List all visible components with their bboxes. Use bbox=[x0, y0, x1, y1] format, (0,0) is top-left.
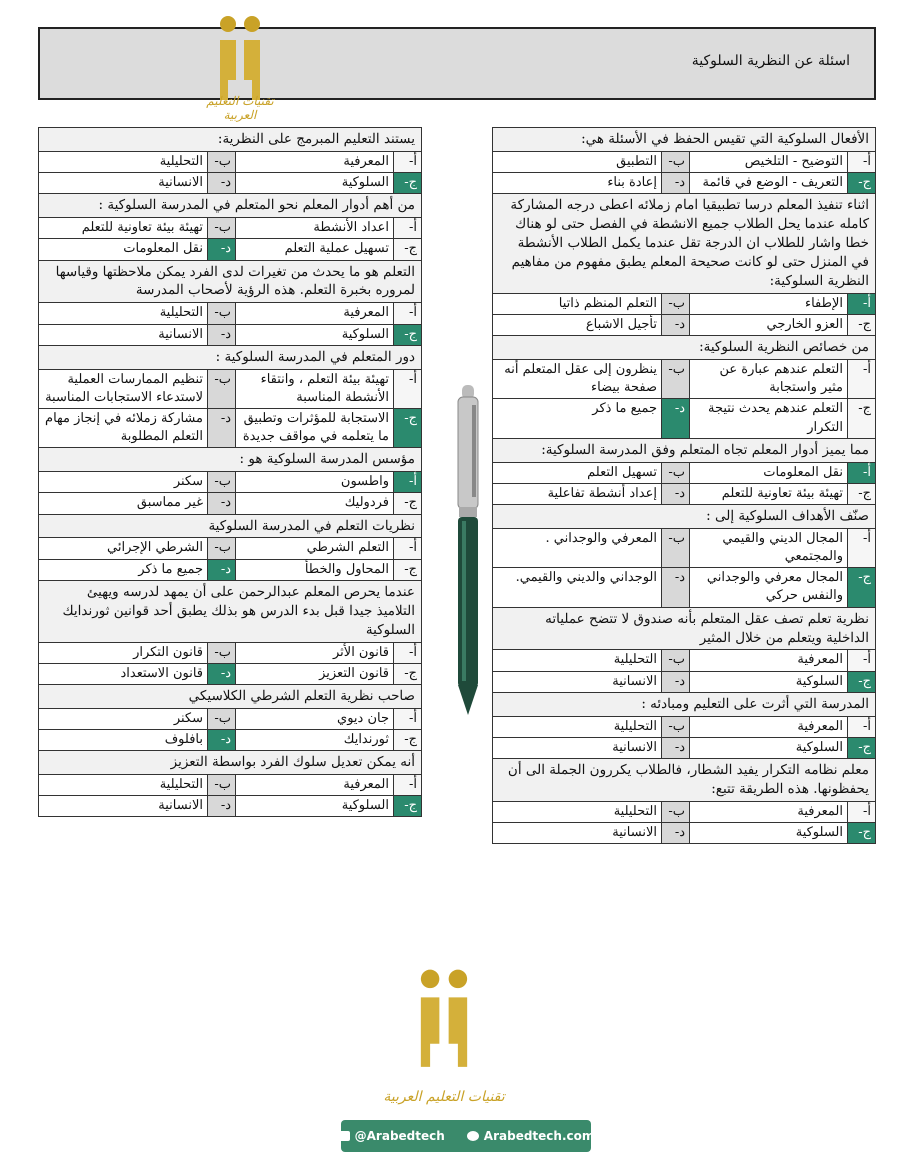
option-letter: ب- bbox=[208, 708, 236, 729]
option-letter: د- bbox=[662, 823, 690, 844]
option-text: المعرفية bbox=[236, 775, 394, 796]
website-link[interactable] bbox=[467, 1129, 595, 1143]
option-letter: د- bbox=[208, 239, 236, 260]
option-text: المعرفية bbox=[236, 303, 394, 324]
option-letter: ب- bbox=[208, 642, 236, 663]
brand-logo bbox=[195, 12, 285, 122]
answer-row bbox=[493, 737, 876, 758]
option-letter: ج- bbox=[848, 823, 876, 844]
option-letter: ب- bbox=[662, 716, 690, 737]
option-letter: أ- bbox=[394, 218, 422, 239]
header-box bbox=[38, 27, 876, 100]
option-text: التحليلية bbox=[39, 303, 208, 324]
option-letter: د- bbox=[662, 671, 690, 692]
option-letter: أ- bbox=[848, 359, 876, 398]
option-letter: أ- bbox=[394, 538, 422, 559]
option-text: إعادة بناء bbox=[493, 173, 662, 194]
option-letter: د- bbox=[208, 493, 236, 514]
option-letter: ج- bbox=[848, 314, 876, 335]
website-url: Arabedtech.com bbox=[483, 1129, 595, 1143]
question-text: أنه يمكن تعديل سلوك الفرد بواسطة التعزيز bbox=[39, 751, 422, 775]
option-text: الاستجابة للمؤثرات وتطبيق ما يتعلمه في مواقف جديدة bbox=[236, 408, 394, 447]
logo-text: تقنيات التعليم العربية bbox=[206, 94, 274, 122]
option-text: ينظرون إلى عقل المتعلم أنه صفحة بيضاء bbox=[493, 359, 662, 398]
option-letter: ج- bbox=[394, 493, 422, 514]
option-text: سكنر bbox=[39, 472, 208, 493]
twitter-icon bbox=[338, 1131, 350, 1141]
option-letter: ج- bbox=[848, 173, 876, 194]
answer-row bbox=[39, 472, 422, 493]
question-row bbox=[493, 607, 876, 650]
option-letter: د- bbox=[662, 314, 690, 335]
question-text: من خصائص النظرية السلوكية: bbox=[493, 336, 876, 360]
option-letter: ج- bbox=[394, 239, 422, 260]
option-letter: ب- bbox=[662, 528, 690, 567]
option-text: المحاول والخطأ bbox=[236, 559, 394, 580]
answer-row bbox=[493, 462, 876, 483]
option-letter: أ- bbox=[848, 528, 876, 567]
answer-row bbox=[39, 729, 422, 750]
option-letter: ب- bbox=[662, 650, 690, 671]
option-text: السلوكية bbox=[690, 823, 848, 844]
question-row bbox=[39, 684, 422, 708]
question-row bbox=[39, 751, 422, 775]
option-letter: ب- bbox=[662, 462, 690, 483]
answer-row bbox=[39, 151, 422, 172]
option-text: التحليلية bbox=[493, 716, 662, 737]
answer-row bbox=[493, 314, 876, 335]
option-text: سكنر bbox=[39, 708, 208, 729]
question-row bbox=[493, 438, 876, 462]
question-text: يستند التعليم المبرمج على النظرية: bbox=[39, 128, 422, 152]
option-text: غير مماسبق bbox=[39, 493, 208, 514]
option-text: نقل المعلومات bbox=[39, 239, 208, 260]
option-letter: أ- bbox=[394, 303, 422, 324]
option-letter: أ- bbox=[848, 716, 876, 737]
question-text: من أهم أدوار المعلم نحو المتعلم في المدرسة السلوكية : bbox=[39, 194, 422, 218]
option-letter: أ- bbox=[394, 708, 422, 729]
option-letter: د- bbox=[662, 568, 690, 607]
option-letter: ج- bbox=[848, 737, 876, 758]
answer-row bbox=[39, 324, 422, 345]
question-text: صاحب نظرية التعلم الشرطي الكلاسيكي bbox=[39, 684, 422, 708]
option-text: قانون التكرار bbox=[39, 642, 208, 663]
option-letter: ب- bbox=[208, 151, 236, 172]
option-letter: ب- bbox=[662, 151, 690, 172]
answer-row bbox=[493, 293, 876, 314]
option-letter: ب- bbox=[662, 359, 690, 398]
option-letter: ج- bbox=[394, 663, 422, 684]
question-text: التعلم هو ما يحدث من تغيرات لدى الفرد يمكن ملاحظتها وقياسها لمروره بخبرة التعلم. هذه الرؤية لأصحاب المدرسة bbox=[39, 260, 422, 303]
option-letter: د- bbox=[208, 173, 236, 194]
question-text: صنّف الأهداف السلوكية إلى : bbox=[493, 505, 876, 529]
option-letter: أ- bbox=[848, 462, 876, 483]
question-text: عندما يحرص المعلم عبدالرحمن على أن يمهد لدرسه ويهيئ التلاميذ جيدا قبل بدء الدرس هو بذلك يطبق أحد قوانين ثورندايك السلوكية bbox=[39, 580, 422, 642]
option-text: المعرفي والوجداني . bbox=[493, 528, 662, 567]
option-text: الانسانية bbox=[493, 823, 662, 844]
option-text: التوضيح - التلخيص bbox=[690, 151, 848, 172]
answer-row bbox=[39, 369, 422, 408]
pen-image bbox=[450, 385, 486, 715]
option-text: التعلم عندهم عبارة عن مثير واستجابة bbox=[690, 359, 848, 398]
option-text: تسهيل عملية التعلم bbox=[236, 239, 394, 260]
answer-row bbox=[493, 671, 876, 692]
option-text: العزو الخارجي bbox=[690, 314, 848, 335]
option-text: المعرفية bbox=[690, 801, 848, 822]
option-text: السلوكية bbox=[690, 671, 848, 692]
answer-row bbox=[39, 559, 422, 580]
option-letter: أ- bbox=[848, 151, 876, 172]
option-text: جان ديوي bbox=[236, 708, 394, 729]
option-letter: ب- bbox=[208, 538, 236, 559]
questions-table-right bbox=[492, 127, 876, 844]
option-text: الانسانية bbox=[493, 737, 662, 758]
option-text: تهيئة بيئة التعلم ، وانتقاء الأنشطة المناسبة bbox=[236, 369, 394, 408]
question-text: معلم نظامه التكرار يفيد الشطار، فالطلاب يكررون الجملة الى أن يحفظونها. هذه الطريقة تتبع: bbox=[493, 759, 876, 802]
question-row bbox=[39, 448, 422, 472]
option-text: المعرفية bbox=[236, 151, 394, 172]
question-text: نظريات التعلم في المدرسة السلوكية bbox=[39, 514, 422, 538]
option-text: جميع ما ذكر bbox=[39, 559, 208, 580]
option-letter: ج- bbox=[848, 399, 876, 438]
option-text: الإطفاء bbox=[690, 293, 848, 314]
answer-row bbox=[39, 173, 422, 194]
answer-row bbox=[493, 173, 876, 194]
answer-row bbox=[39, 663, 422, 684]
option-text: الانسانية bbox=[39, 796, 208, 817]
option-text: السلوكية bbox=[236, 796, 394, 817]
answer-row bbox=[493, 399, 876, 438]
answer-row bbox=[493, 151, 876, 172]
option-letter: أ- bbox=[394, 472, 422, 493]
option-text: واطسون bbox=[236, 472, 394, 493]
question-text: مما يميز أدوار المعلم تجاه المتعلم وفق المدرسة السلوكية: bbox=[493, 438, 876, 462]
option-text: الوجداني والديني والقيمي. bbox=[493, 568, 662, 607]
option-text: قانون التعزيز bbox=[236, 663, 394, 684]
option-text: تسهيل التعلم bbox=[493, 462, 662, 483]
option-text: إعداد أنشطة تفاعلية bbox=[493, 483, 662, 504]
option-text: قانون الأثر bbox=[236, 642, 394, 663]
option-text: تنظيم الممارسات العملية لاستدعاء الاستجابات المناسبة bbox=[39, 369, 208, 408]
answer-row bbox=[39, 796, 422, 817]
question-text: مؤسس المدرسة السلوكية هو : bbox=[39, 448, 422, 472]
option-text: المعرفية bbox=[690, 716, 848, 737]
question-text: نظرية تعلم تصف عقل المتعلم بأنه صندوق لا تتضح عملياته الداخلية ويتعلم من خلال المثير bbox=[493, 607, 876, 650]
option-text: الانسانية bbox=[39, 324, 208, 345]
option-letter: د- bbox=[208, 408, 236, 447]
question-row bbox=[493, 759, 876, 802]
option-text: المعرفية bbox=[690, 650, 848, 671]
option-letter: أ- bbox=[848, 650, 876, 671]
answer-row bbox=[493, 483, 876, 504]
option-letter: أ- bbox=[394, 642, 422, 663]
option-text: الشرطي الإجرائي bbox=[39, 538, 208, 559]
answer-row bbox=[39, 493, 422, 514]
question-row bbox=[493, 194, 876, 293]
option-letter: د- bbox=[662, 737, 690, 758]
answer-row bbox=[493, 359, 876, 398]
option-text: السلوكية bbox=[690, 737, 848, 758]
twitter-handle: @Arabedtech bbox=[354, 1129, 445, 1143]
option-letter: د- bbox=[208, 729, 236, 750]
option-letter: أ- bbox=[848, 293, 876, 314]
question-text: المدرسة التي أثرت على التعليم ومبادئه : bbox=[493, 692, 876, 716]
answer-row bbox=[493, 528, 876, 567]
question-row bbox=[39, 128, 422, 152]
option-letter: د- bbox=[208, 324, 236, 345]
option-text: الانسانية bbox=[39, 173, 208, 194]
answer-row bbox=[39, 218, 422, 239]
option-text: تأجيل الاشباع bbox=[493, 314, 662, 335]
option-letter: ج- bbox=[394, 173, 422, 194]
option-letter: ج- bbox=[848, 671, 876, 692]
option-letter: ب- bbox=[662, 293, 690, 314]
option-letter: د- bbox=[662, 399, 690, 438]
option-letter: ج- bbox=[394, 796, 422, 817]
option-text: الانسانية bbox=[493, 671, 662, 692]
answer-row bbox=[493, 801, 876, 822]
answer-row bbox=[39, 708, 422, 729]
question-text: اثناء تنفيذ المعلم درسا تطبيقيا امام زملائه اعطى درجه المشاركة كامله عندما يحل الطلاب جميع الانشطة في الفصل حتى لو هناك خطا واشار للطلاب ان الدرجة تقل عندما يكمل الطلاب الأنشطة في المنزل حتى لو كانت صحيحة المعلم يطبق مفهوم من مفاهيم النظرية السلوكية: bbox=[493, 194, 876, 293]
option-letter: ب- bbox=[208, 369, 236, 408]
footer-bar bbox=[341, 1120, 595, 1152]
question-row bbox=[39, 580, 422, 642]
option-text: نقل المعلومات bbox=[690, 462, 848, 483]
question-row bbox=[493, 128, 876, 152]
option-text: التعلم عندهم يحدث نتيجة التكرار bbox=[690, 399, 848, 438]
option-text: التعريف - الوضع في قائمة bbox=[690, 173, 848, 194]
answer-row bbox=[493, 823, 876, 844]
option-text: بافلوف bbox=[39, 729, 208, 750]
option-text: اعداد الأنشطة bbox=[236, 218, 394, 239]
option-letter: أ- bbox=[394, 369, 422, 408]
option-text: التعلم المنظم ذاتيا bbox=[493, 293, 662, 314]
option-text: التطبيق bbox=[493, 151, 662, 172]
question-row bbox=[39, 514, 422, 538]
option-letter: ج- bbox=[394, 408, 422, 447]
question-row bbox=[493, 336, 876, 360]
option-text: السلوكية bbox=[236, 173, 394, 194]
option-letter: أ- bbox=[394, 775, 422, 796]
question-row bbox=[493, 692, 876, 716]
option-letter: د- bbox=[662, 173, 690, 194]
option-text: المجال معرفي والوجداني والنفس حركي bbox=[690, 568, 848, 607]
option-letter: ج- bbox=[848, 568, 876, 607]
option-letter: أ- bbox=[848, 801, 876, 822]
question-row bbox=[39, 194, 422, 218]
questions-table-left bbox=[38, 127, 422, 817]
option-text: تهيئة بيئة تعاونية للتعلم bbox=[39, 218, 208, 239]
page-title: اسئلة عن النظرية السلوكية bbox=[691, 53, 850, 69]
question-row bbox=[39, 345, 422, 369]
option-text: التعلم الشرطي bbox=[236, 538, 394, 559]
question-text: دور المتعلم في المدرسة السلوكية : bbox=[39, 345, 422, 369]
option-letter: ب- bbox=[208, 775, 236, 796]
option-text: فردوليك bbox=[236, 493, 394, 514]
answer-row bbox=[39, 775, 422, 796]
option-text: التحليلية bbox=[39, 775, 208, 796]
option-text: المجال الديني والقيمي والمجتمعي bbox=[690, 528, 848, 567]
option-text: جميع ما ذكر bbox=[493, 399, 662, 438]
option-text: مشاركة زملائه في إنجاز مهام التعلم المطلوبة bbox=[39, 408, 208, 447]
option-text: التحليلية bbox=[493, 650, 662, 671]
option-letter: ج- bbox=[394, 729, 422, 750]
option-letter: د- bbox=[208, 559, 236, 580]
option-text: قانون الاستعداد bbox=[39, 663, 208, 684]
option-letter: ب- bbox=[208, 218, 236, 239]
answer-row bbox=[39, 642, 422, 663]
option-text: السلوكية bbox=[236, 324, 394, 345]
answer-row bbox=[493, 568, 876, 607]
option-letter: ب- bbox=[662, 801, 690, 822]
answer-row bbox=[493, 650, 876, 671]
brand-logo-watermark bbox=[374, 965, 514, 1105]
option-text: ثورندايك bbox=[236, 729, 394, 750]
answer-row bbox=[493, 716, 876, 737]
option-letter: د- bbox=[208, 663, 236, 684]
answer-row bbox=[39, 239, 422, 260]
question-text: الأفعال السلوكية التي تقيس الحفظ في الأسئلة هي: bbox=[493, 128, 876, 152]
globe-icon bbox=[467, 1131, 479, 1141]
option-letter: د- bbox=[662, 483, 690, 504]
logo-text: تقنيات التعليم العربية bbox=[383, 1089, 505, 1105]
option-letter: د- bbox=[208, 796, 236, 817]
option-text: التحليلية bbox=[493, 801, 662, 822]
twitter-link[interactable] bbox=[338, 1129, 445, 1143]
option-letter: ج- bbox=[394, 559, 422, 580]
option-letter: ج- bbox=[848, 483, 876, 504]
option-text: التحليلية bbox=[39, 151, 208, 172]
answer-row bbox=[39, 538, 422, 559]
answer-row bbox=[39, 408, 422, 447]
question-row bbox=[39, 260, 422, 303]
question-row bbox=[493, 505, 876, 529]
answer-row bbox=[39, 303, 422, 324]
option-text: تهيئة بيئة تعاونية للتعلم bbox=[690, 483, 848, 504]
option-letter: ج- bbox=[394, 324, 422, 345]
option-letter: أ- bbox=[394, 151, 422, 172]
option-letter: ب- bbox=[208, 303, 236, 324]
option-letter: ب- bbox=[208, 472, 236, 493]
